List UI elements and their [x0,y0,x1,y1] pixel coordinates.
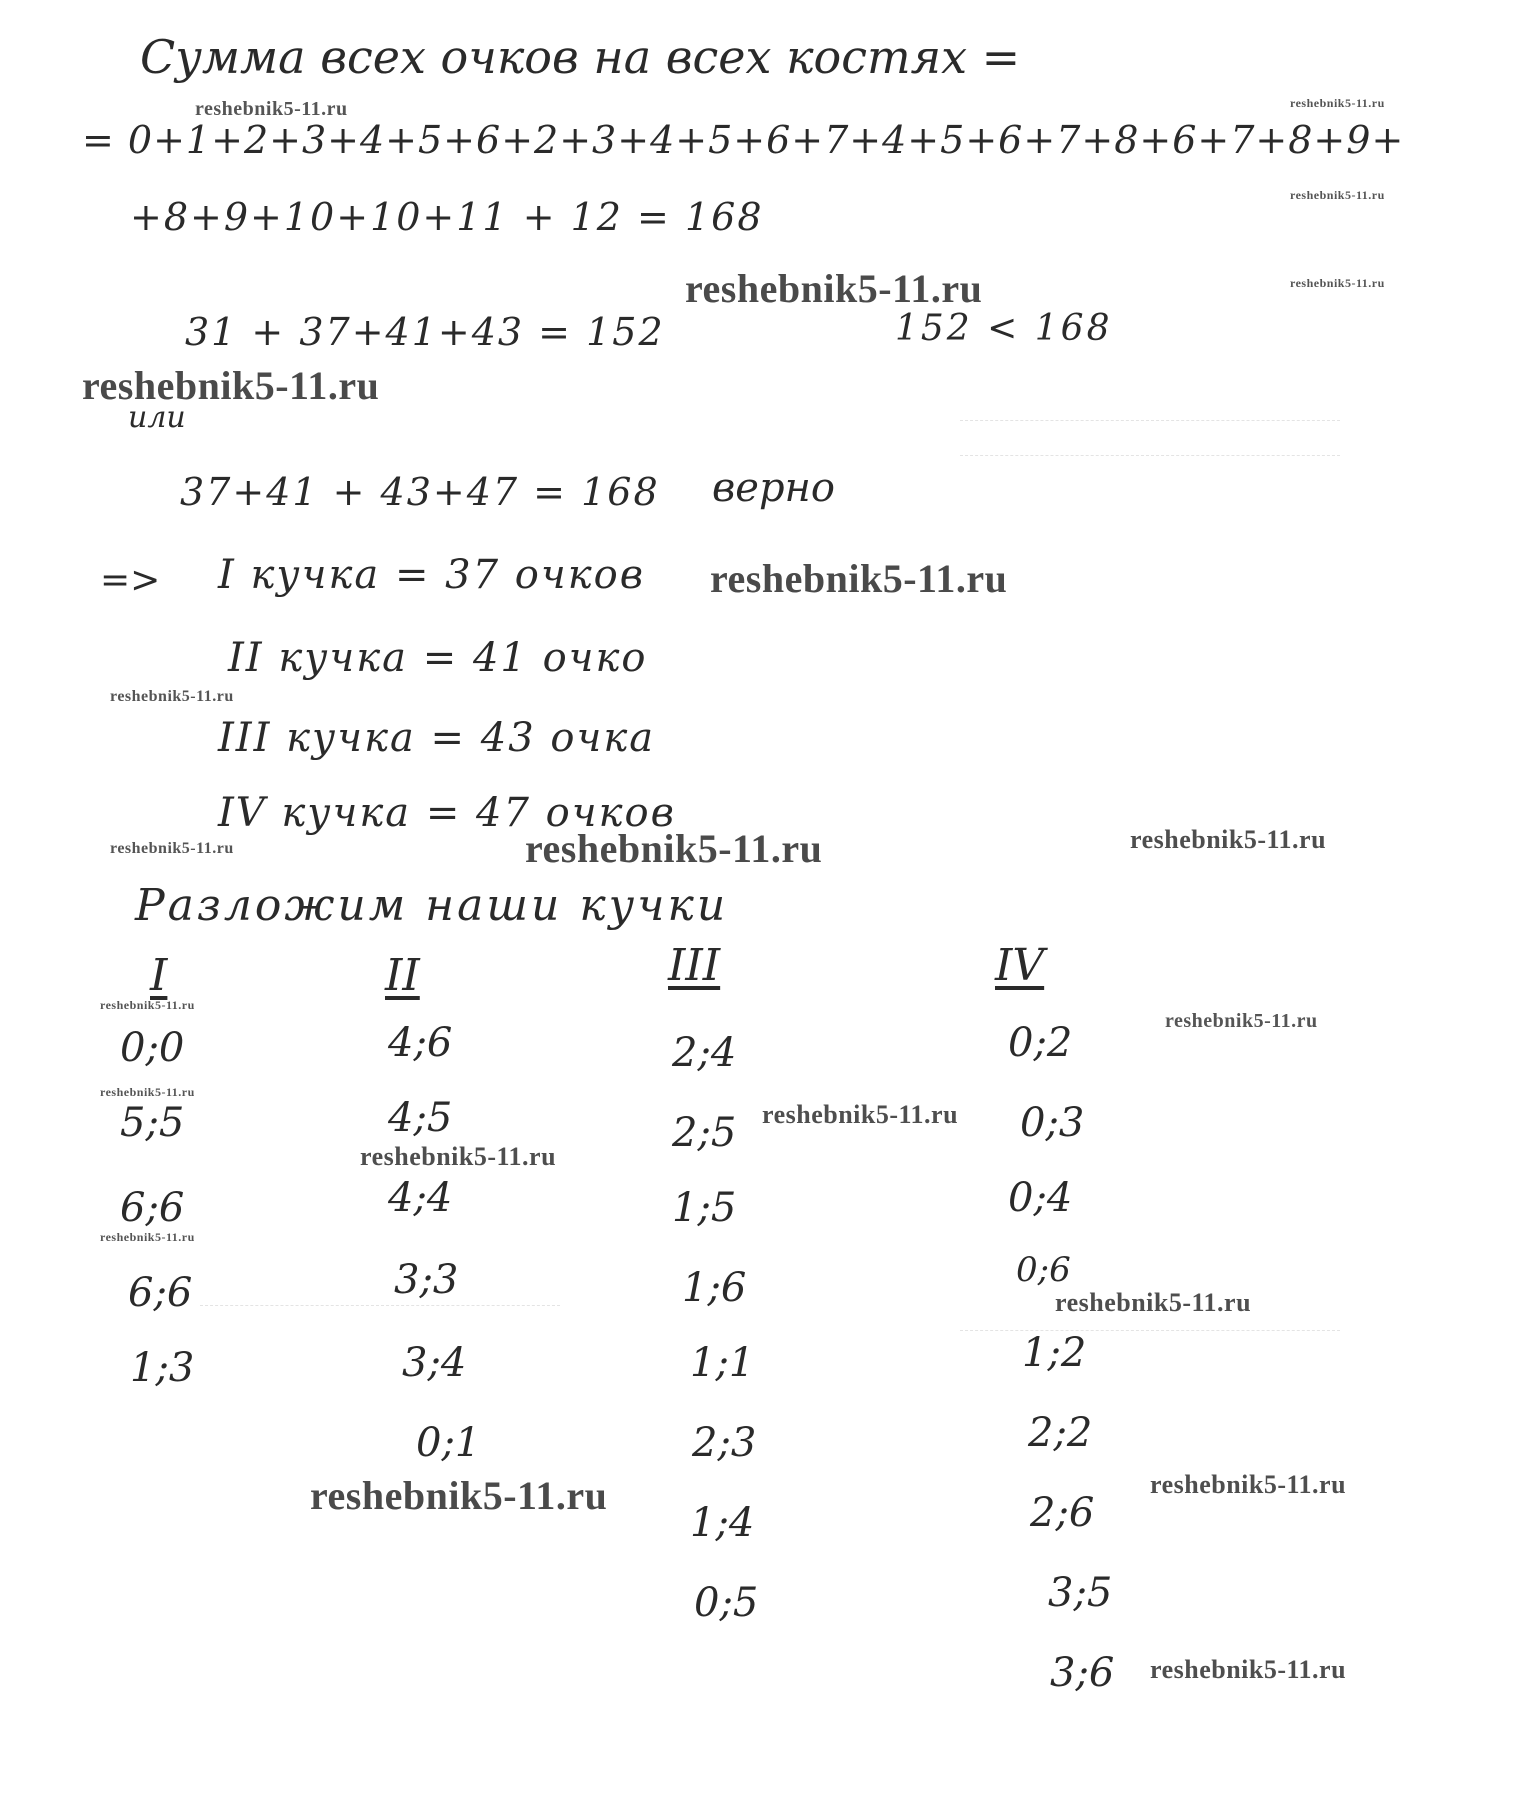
list-item: 2;2 [1028,1410,1093,1456]
watermark: reshebnik5-11.ru [310,1473,608,1518]
ghost-line [200,1305,560,1306]
check-line-1: 31 + 37+41+43 = 152 [185,310,665,354]
watermark: reshebnik5-11.ru [100,998,195,1012]
list-item: 2;5 [672,1110,737,1156]
watermark: reshebnik5-11.ru [100,1085,195,1099]
pile-2-line: II кучка = 41 очко [228,635,648,681]
watermark: reshebnik5-11.ru [360,1142,557,1171]
list-item: 0;0 [120,1025,185,1071]
list-item: 2;6 [1030,1490,1095,1536]
watermark: reshebnik5-11.ru [1290,276,1385,290]
watermark: reshebnik5-11.ru [100,1230,195,1244]
correct-word: верно [712,465,835,511]
sum-line-2: +8+9+10+10+11 + 12 = 168 [130,195,764,239]
list-item: 0;5 [694,1580,759,1626]
list-item: 2;3 [692,1420,757,1466]
watermark: reshebnik5-11.ru [1150,1655,1347,1684]
list-item: 1;3 [130,1345,195,1391]
list-item: 1;6 [682,1265,747,1311]
list-item: 0;4 [1008,1175,1073,1221]
list-item: 1;1 [690,1340,755,1386]
list-item: 0;2 [1008,1020,1073,1066]
watermark: reshebnik5-11.ru [685,266,983,311]
list-item: 0;1 [416,1420,481,1466]
list-item: 6;6 [128,1270,193,1316]
layout-heading: Разложим наши кучки [135,880,729,931]
pile-3-line: III кучка = 43 очка [218,715,656,761]
list-item: 4;6 [388,1020,453,1066]
watermark: reshebnik5-11.ru [82,363,380,408]
watermark: reshebnik5-11.ru [110,840,234,857]
list-item: 4;4 [388,1175,453,1221]
watermark: reshebnik5-11.ru [195,98,348,120]
compare-line: 152 < 168 [895,308,1113,349]
watermark: reshebnik5-11.ru [1290,188,1385,202]
watermark: reshebnik5-11.ru [525,826,823,871]
column-header-4: IV [995,940,1045,991]
check-line-2: 37+41 + 43+47 = 168 [180,470,660,514]
pile-1-line: I кучка = 37 очков [218,552,645,598]
list-item: 0;3 [1020,1100,1085,1146]
column-header-3: III [668,940,721,991]
or-word: или [128,400,186,435]
watermark: reshebnik5-11.ru [1165,1010,1318,1032]
list-item: 1;4 [690,1500,755,1546]
list-item: 6;6 [120,1185,185,1231]
implies-sign: => [100,560,161,601]
ghost-line [960,455,1340,456]
list-item: 3;4 [402,1340,467,1386]
watermark: reshebnik5-11.ru [762,1100,959,1129]
list-item: 5;5 [120,1100,185,1146]
heading-line: Сумма всех очков на всех костях = [140,30,1021,84]
list-item: 1;5 [672,1185,737,1231]
ghost-line [960,420,1340,421]
watermark: reshebnik5-11.ru [1055,1288,1252,1317]
ghost-line [960,1330,1340,1331]
list-item: 3;5 [1048,1570,1113,1616]
column-header-1: I [150,950,168,1001]
column-header-2: II [385,950,420,1001]
watermark: reshebnik5-11.ru [1130,825,1327,854]
watermark: reshebnik5-11.ru [1150,1470,1347,1499]
list-item: 1;2 [1022,1330,1087,1376]
watermark: reshebnik5-11.ru [110,688,234,705]
list-item: 3;3 [394,1257,459,1303]
list-item: 4;5 [388,1095,453,1141]
sum-line-1: = 0+1+2+3+4+5+6+2+3+4+5+6+7+4+5+6+7+8+6+7+8+9+ [82,118,1405,162]
pile-4-line: IV кучка = 47 очков [218,790,676,836]
list-item: 0;6 [1016,1250,1071,1290]
watermark: reshebnik5-11.ru [710,556,1008,601]
list-item: 3;6 [1050,1650,1115,1696]
watermark: reshebnik5-11.ru [1290,96,1385,110]
list-item: 2;4 [672,1030,737,1076]
